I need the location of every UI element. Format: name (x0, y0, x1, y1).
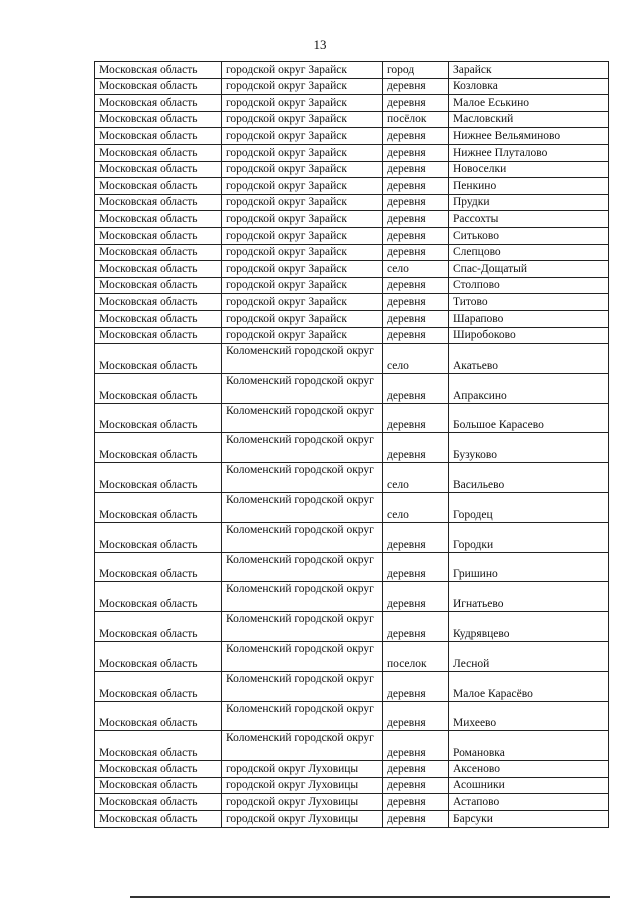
table-row (95, 227, 609, 244)
district-cell: Коломенский городской округ (222, 552, 383, 582)
type-cell: деревня (383, 194, 449, 211)
type-cell: деревня (383, 731, 449, 761)
type-cell: поселок (383, 642, 449, 672)
table-row (95, 294, 609, 311)
table-row (95, 522, 609, 552)
name-cell: Козловка (449, 78, 609, 95)
table-row (95, 811, 609, 828)
table-row (95, 761, 609, 778)
region-cell: Московская область (95, 211, 222, 228)
table-row (95, 95, 609, 112)
region-cell: Московская область (95, 227, 222, 244)
district-cell: городской округ Зарайск (222, 161, 383, 178)
type-cell: деревня (383, 244, 449, 261)
name-cell: Зарайск (449, 62, 609, 79)
table-row (95, 261, 609, 278)
name-cell: Пенкино (449, 178, 609, 195)
name-cell: Асошники (449, 777, 609, 794)
name-cell: Городец (449, 493, 609, 523)
district-cell: Коломенский городской округ (222, 463, 383, 493)
district-cell: городской округ Зарайск (222, 244, 383, 261)
table-row (95, 194, 609, 211)
table-row (95, 62, 609, 79)
district-cell: Коломенский городской округ (222, 612, 383, 642)
region-cell: Московская область (95, 403, 222, 433)
region-cell: Московская область (95, 433, 222, 463)
region-cell: Московская область (95, 761, 222, 778)
table-row (95, 463, 609, 493)
district-cell: городской округ Зарайск (222, 261, 383, 278)
name-cell: Гришино (449, 552, 609, 582)
district-cell: городской округ Луховицы (222, 777, 383, 794)
table-row (95, 161, 609, 178)
name-cell: Широбоково (449, 327, 609, 344)
district-cell: городской округ Зарайск (222, 128, 383, 145)
type-cell: деревня (383, 582, 449, 612)
district-cell: Коломенский городской округ (222, 671, 383, 701)
type-cell: село (383, 493, 449, 523)
region-cell: Московская область (95, 294, 222, 311)
name-cell: Нижнее Вельяминово (449, 128, 609, 145)
type-cell: деревня (383, 373, 449, 403)
table-row (95, 327, 609, 344)
region-cell: Московская область (95, 344, 222, 374)
table-row (95, 78, 609, 95)
name-cell: Шарапово (449, 310, 609, 327)
type-cell: село (383, 344, 449, 374)
name-cell: Бузуково (449, 433, 609, 463)
region-cell: Московская область (95, 794, 222, 811)
district-cell: городской округ Зарайск (222, 95, 383, 112)
region-cell: Московская область (95, 128, 222, 145)
district-cell: городской округ Зарайск (222, 194, 383, 211)
name-cell: Слепцово (449, 244, 609, 261)
type-cell: деревня (383, 294, 449, 311)
district-cell: городской округ Луховицы (222, 794, 383, 811)
name-cell: Большое Карасево (449, 403, 609, 433)
type-cell: деревня (383, 178, 449, 195)
type-cell: деревня (383, 128, 449, 145)
name-cell: Барсуки (449, 811, 609, 828)
region-cell: Московская область (95, 777, 222, 794)
name-cell: Малое Карасёво (449, 671, 609, 701)
name-cell: Лесной (449, 642, 609, 672)
region-cell: Московская область (95, 463, 222, 493)
type-cell: посёлок (383, 111, 449, 128)
region-cell: Московская область (95, 62, 222, 79)
table-row (95, 642, 609, 672)
type-cell: деревня (383, 612, 449, 642)
district-cell: Коломенский городской округ (222, 344, 383, 374)
name-cell: Кудрявцево (449, 612, 609, 642)
region-cell: Московская область (95, 161, 222, 178)
type-cell: деревня (383, 522, 449, 552)
district-cell: городской округ Зарайск (222, 111, 383, 128)
district-cell: Коломенский городской округ (222, 522, 383, 552)
name-cell: Игнатьево (449, 582, 609, 612)
type-cell: деревня (383, 211, 449, 228)
name-cell: Масловский (449, 111, 609, 128)
type-cell: деревня (383, 671, 449, 701)
name-cell: Акатьево (449, 344, 609, 374)
name-cell: Прудки (449, 194, 609, 211)
type-cell: деревня (383, 144, 449, 161)
type-cell: деревня (383, 227, 449, 244)
name-cell: Васильево (449, 463, 609, 493)
type-cell: село (383, 463, 449, 493)
region-cell: Московская область (95, 552, 222, 582)
type-cell: село (383, 261, 449, 278)
name-cell: Романовка (449, 731, 609, 761)
type-cell: деревня (383, 403, 449, 433)
name-cell: Михеево (449, 701, 609, 731)
table-row (95, 403, 609, 433)
name-cell: Малое Еськино (449, 95, 609, 112)
region-cell: Московская область (95, 671, 222, 701)
name-cell: Спас-Дощатый (449, 261, 609, 278)
region-cell: Московская область (95, 95, 222, 112)
region-cell: Московская область (95, 327, 222, 344)
district-cell: городской округ Зарайск (222, 78, 383, 95)
region-cell: Московская область (95, 811, 222, 828)
table-row (95, 731, 609, 761)
table-row (95, 671, 609, 701)
type-cell: деревня (383, 95, 449, 112)
region-cell: Московская область (95, 261, 222, 278)
district-cell: городской округ Зарайск (222, 62, 383, 79)
bottom-rule (130, 896, 610, 898)
name-cell: Новоселки (449, 161, 609, 178)
name-cell: Ситьково (449, 227, 609, 244)
region-cell: Московская область (95, 493, 222, 523)
district-cell: городской округ Зарайск (222, 211, 383, 228)
region-cell: Московская область (95, 310, 222, 327)
table-row (95, 493, 609, 523)
type-cell: деревня (383, 811, 449, 828)
type-cell: деревня (383, 761, 449, 778)
page-number: 13 (313, 37, 327, 52)
region-cell: Московская область (95, 731, 222, 761)
district-cell: Коломенский городской округ (222, 403, 383, 433)
table-row (95, 310, 609, 327)
type-cell: деревня (383, 552, 449, 582)
name-cell: Апраксино (449, 373, 609, 403)
district-cell: городской округ Зарайск (222, 327, 383, 344)
region-cell: Московская область (95, 78, 222, 95)
region-cell: Московская область (95, 701, 222, 731)
name-cell: Титово (449, 294, 609, 311)
table-row (95, 244, 609, 261)
name-cell: Астапово (449, 794, 609, 811)
table-row (95, 582, 609, 612)
region-cell: Московская область (95, 111, 222, 128)
table-row (95, 701, 609, 731)
table-row (95, 433, 609, 463)
name-cell: Городки (449, 522, 609, 552)
settlements-table (94, 61, 609, 828)
district-cell: Коломенский городской округ (222, 642, 383, 672)
name-cell: Нижнее Плуталово (449, 144, 609, 161)
table-row (95, 552, 609, 582)
type-cell: деревня (383, 310, 449, 327)
name-cell: Рассохты (449, 211, 609, 228)
district-cell: городской округ Зарайск (222, 294, 383, 311)
type-cell: деревня (383, 78, 449, 95)
type-cell: деревня (383, 327, 449, 344)
type-cell: деревня (383, 161, 449, 178)
table-row (95, 344, 609, 374)
table-row (95, 612, 609, 642)
district-cell: Коломенский городской округ (222, 731, 383, 761)
table-row (95, 794, 609, 811)
district-cell: городской округ Зарайск (222, 310, 383, 327)
type-cell: город (383, 62, 449, 79)
type-cell: деревня (383, 777, 449, 794)
region-cell: Московская область (95, 277, 222, 294)
region-cell: Московская область (95, 373, 222, 403)
region-cell: Московская область (95, 582, 222, 612)
table-row (95, 373, 609, 403)
district-cell: Коломенский городской округ (222, 493, 383, 523)
region-cell: Московская область (95, 244, 222, 261)
type-cell: деревня (383, 794, 449, 811)
district-cell: городской округ Зарайск (222, 227, 383, 244)
table-row (95, 277, 609, 294)
region-cell: Московская область (95, 642, 222, 672)
table-row (95, 144, 609, 161)
settlements-table-body (95, 62, 609, 828)
district-cell: городской округ Зарайск (222, 277, 383, 294)
region-cell: Московская область (95, 194, 222, 211)
name-cell: Столпово (449, 277, 609, 294)
district-cell: городской округ Зарайск (222, 144, 383, 161)
region-cell: Московская область (95, 178, 222, 195)
region-cell: Московская область (95, 522, 222, 552)
district-cell: городской округ Луховицы (222, 811, 383, 828)
table-row (95, 211, 609, 228)
table-row (95, 178, 609, 195)
name-cell: Аксеново (449, 761, 609, 778)
type-cell: деревня (383, 701, 449, 731)
district-cell: городской округ Зарайск (222, 178, 383, 195)
table-row (95, 128, 609, 145)
district-cell: городской округ Луховицы (222, 761, 383, 778)
type-cell: деревня (383, 277, 449, 294)
type-cell: деревня (383, 433, 449, 463)
table-row (95, 777, 609, 794)
region-cell: Московская область (95, 612, 222, 642)
table-row (95, 111, 609, 128)
district-cell: Коломенский городской округ (222, 373, 383, 403)
district-cell: Коломенский городской округ (222, 582, 383, 612)
district-cell: Коломенский городской округ (222, 701, 383, 731)
district-cell: Коломенский городской округ (222, 433, 383, 463)
region-cell: Московская область (95, 144, 222, 161)
